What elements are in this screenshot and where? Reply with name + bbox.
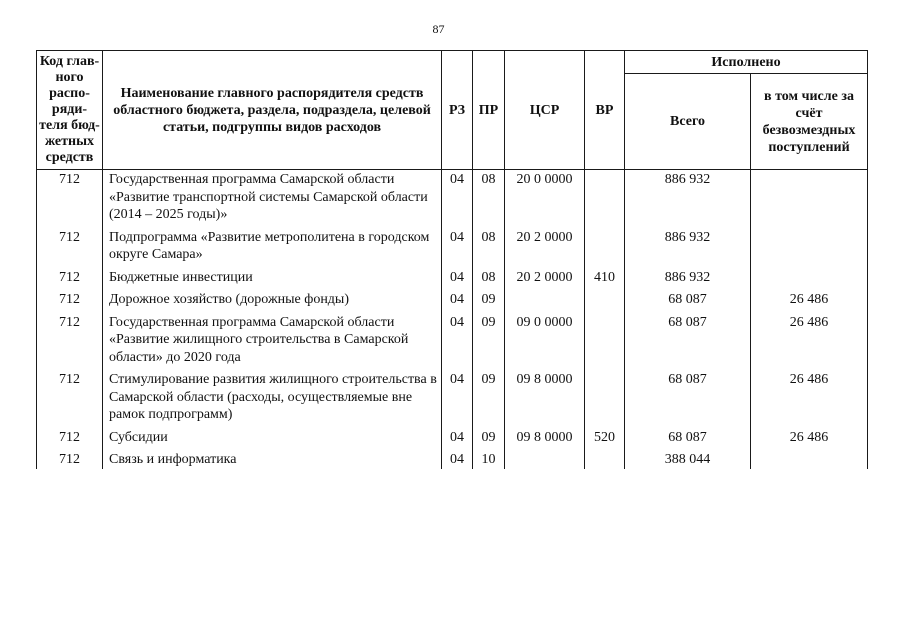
- row-vr: 520: [585, 429, 625, 447]
- row-name: Государственная программа Самарской области «Развитие транспортной системы Самарской области (2014 – 2025 годы)»: [103, 170, 442, 224]
- row-rz: 04: [442, 371, 473, 424]
- table-body: [37, 170, 868, 469]
- table-row: [37, 170, 868, 224]
- row-total: 68 087: [625, 429, 751, 447]
- row-pr: 09: [473, 429, 505, 447]
- row-rz: 04: [442, 269, 473, 287]
- header-name: Наименование главного распорядителя средств областного бюджета, раздела, подраздела, целевой статьи, подгруппы видов расходов: [103, 51, 442, 170]
- table-row: [37, 291, 868, 309]
- row-rz: 04: [442, 291, 473, 309]
- row-free-receipts: 26 486: [751, 291, 868, 309]
- row-code: 712: [37, 269, 103, 287]
- row-free-receipts: [751, 451, 868, 469]
- row-name: Субсидии: [103, 429, 442, 447]
- row-vr: [585, 371, 625, 424]
- row-pr: 09: [473, 371, 505, 424]
- header-vr: ВР: [585, 51, 625, 170]
- row-code: 712: [37, 170, 103, 224]
- budget-table: [36, 50, 868, 469]
- table-row: [37, 451, 868, 469]
- row-free-receipts: [751, 229, 868, 264]
- row-name: Подпрограмма «Развитие метрополитена в городском округе Самара»: [103, 229, 442, 264]
- row-pr: 08: [473, 229, 505, 264]
- row-vr: [585, 229, 625, 264]
- table-row: [37, 314, 868, 367]
- row-code: 712: [37, 291, 103, 309]
- row-name: Бюджетные инвестиции: [103, 269, 442, 287]
- row-vr: [585, 291, 625, 309]
- row-free-receipts: 26 486: [751, 371, 868, 424]
- row-csr: 20 2 0000: [505, 229, 585, 264]
- page-number: 87: [432, 22, 445, 36]
- row-pr: 08: [473, 170, 505, 224]
- row-free-receipts: 26 486: [751, 429, 868, 447]
- header-rz: РЗ: [442, 51, 473, 170]
- row-csr: [505, 291, 585, 309]
- row-total: 68 087: [625, 291, 751, 309]
- table-row: [37, 269, 868, 287]
- table-row: [37, 371, 868, 424]
- row-rz: 04: [442, 314, 473, 367]
- header-total: Всего: [625, 74, 751, 170]
- row-code: 712: [37, 429, 103, 447]
- row-pr: 10: [473, 451, 505, 469]
- row-code: 712: [37, 314, 103, 367]
- row-total: 886 932: [625, 229, 751, 264]
- row-rz: 04: [442, 451, 473, 469]
- row-free-receipts: [751, 170, 868, 224]
- row-code: 712: [37, 229, 103, 264]
- header-free-receipts: в том числе за счёт безвозмездных поступлений: [751, 74, 868, 170]
- header-csr: ЦСР: [505, 51, 585, 170]
- row-total: 886 932: [625, 170, 751, 224]
- row-rz: 04: [442, 429, 473, 447]
- row-csr: 20 0 0000: [505, 170, 585, 224]
- row-name: Связь и информатика: [103, 451, 442, 469]
- row-total: 68 087: [625, 314, 751, 367]
- row-pr: 09: [473, 291, 505, 309]
- row-free-receipts: 26 486: [751, 314, 868, 367]
- row-csr: 09 8 0000: [505, 371, 585, 424]
- row-total: 388 044: [625, 451, 751, 469]
- row-vr: [585, 170, 625, 224]
- row-name: Стимулирование развития жилищного строительства в Самарской области (расходы, осуществляемые вне рамок подпрограмм): [103, 371, 442, 424]
- row-total: 68 087: [625, 371, 751, 424]
- row-rz: 04: [442, 229, 473, 264]
- row-csr: [505, 451, 585, 469]
- table-row: [37, 429, 868, 447]
- row-free-receipts: [751, 269, 868, 287]
- row-vr: [585, 451, 625, 469]
- row-total: 886 932: [625, 269, 751, 287]
- row-vr: [585, 314, 625, 367]
- row-csr: 09 8 0000: [505, 429, 585, 447]
- row-csr: 09 0 0000: [505, 314, 585, 367]
- table-header: [37, 51, 868, 170]
- header-code: Код глав- ного распо- ряди- теля бюд- жетных средств: [37, 51, 103, 170]
- row-name: Государственная программа Самарской области «Развитие жилищного строительства в Самарской области» до 2020 года: [103, 314, 442, 367]
- row-vr: 410: [585, 269, 625, 287]
- row-pr: 09: [473, 314, 505, 367]
- header-pr: ПР: [473, 51, 505, 170]
- row-code: 712: [37, 371, 103, 424]
- row-pr: 08: [473, 269, 505, 287]
- table-row: [37, 229, 868, 264]
- row-csr: 20 2 0000: [505, 269, 585, 287]
- row-rz: 04: [442, 170, 473, 224]
- header-executed: Исполнено: [625, 51, 868, 74]
- row-name: Дорожное хозяйство (дорожные фонды): [103, 291, 442, 309]
- row-code: 712: [37, 451, 103, 469]
